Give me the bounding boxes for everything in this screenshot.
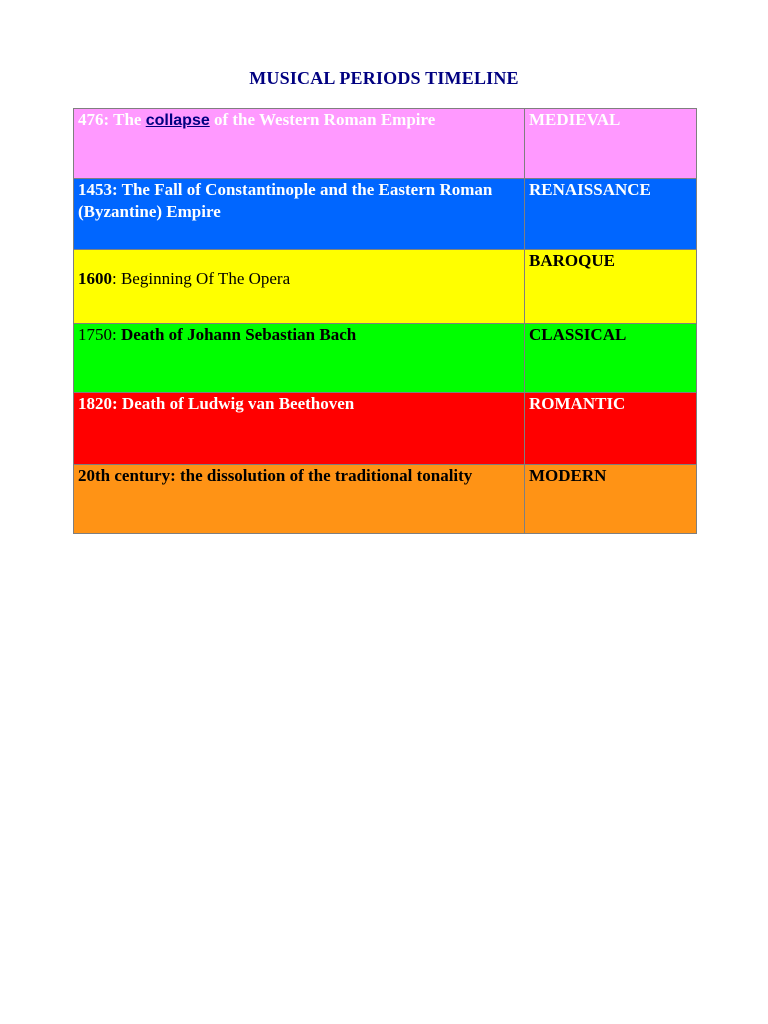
period-cell: CLASSICAL <box>525 324 697 393</box>
event-text-prefix: 476: The <box>78 110 146 129</box>
event-cell: 20th century: the dissolution of the traditional tonality <box>74 465 525 534</box>
event-year: 1750: <box>78 325 117 344</box>
event-text-suffix: of the Western Roman Empire <box>209 110 436 129</box>
timeline-row-romantic <box>74 393 697 465</box>
period-cell: BAROQUE <box>525 250 697 324</box>
collapse-link[interactable]: collapse <box>145 112 210 129</box>
timeline-row-renaissance <box>74 179 697 250</box>
event-cell: 1820: Death of Ludwig van Beethoven <box>74 393 525 465</box>
event-cell <box>74 250 525 324</box>
page-title: MUSICAL PERIODS TIMELINE <box>249 68 519 88</box>
event-cell <box>74 324 525 393</box>
event-cell: 1453: The Fall of Constantinople and the Eastern Roman (Byzantine) Empire <box>74 179 525 250</box>
period-cell: ROMANTIC <box>525 393 697 465</box>
timeline-table <box>73 108 697 534</box>
period-cell: MEDIEVAL <box>525 109 697 179</box>
timeline-row-baroque <box>74 250 697 324</box>
event-text: : Beginning Of The Opera <box>112 269 291 288</box>
period-cell: RENAISSANCE <box>525 179 697 250</box>
timeline-row-classical <box>74 324 697 393</box>
event-year: 1600 <box>78 269 112 288</box>
event-text: Death of Johann Sebastian Bach <box>116 325 357 344</box>
timeline-row-modern <box>74 465 697 534</box>
period-cell: MODERN <box>525 465 697 534</box>
timeline-row-medieval <box>74 109 697 179</box>
event-cell <box>74 109 525 179</box>
